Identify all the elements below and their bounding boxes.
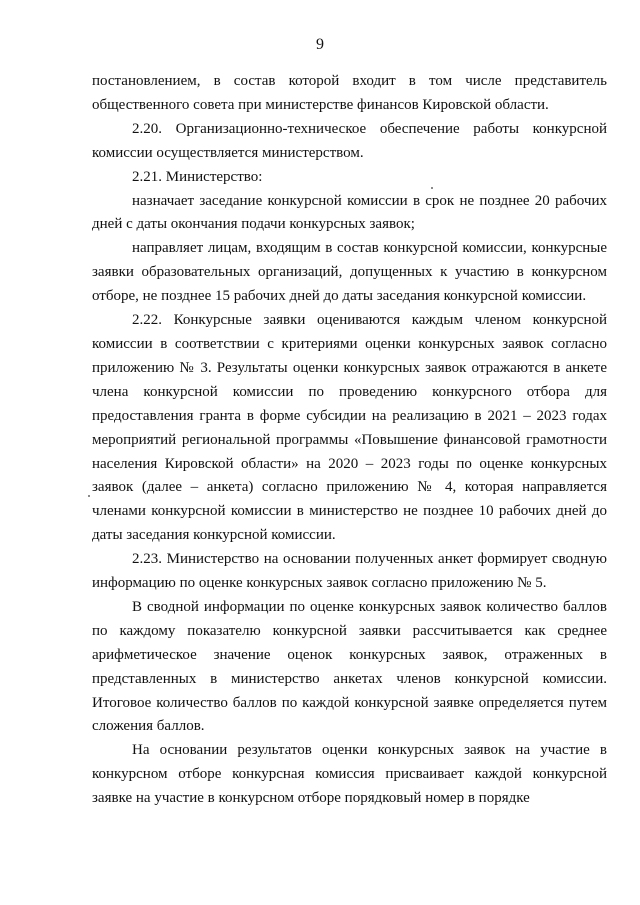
document-body <box>92 70 607 811</box>
paragraph-summary-info: В сводной информации по оценке конкурсных заявок количество баллов по каждому показателю конкурсной заявки рассчитывается как среднее арифметическое значение оценок конкурсных заявок, отраженных в представленных в министерство анкетах членов конкурсной комиссии. Итоговое количество баллов по каждой конкурсной заявке определяется путем сложения баллов. <box>92 598 607 735</box>
paragraph-2-21-item-1: назначает заседание конкурсной комиссии в срок не позднее 20 рабочих дней с даты окончания подачи конкурсных заявок; <box>92 192 607 233</box>
paragraph-2-20: 2.20. Организационно-техническое обеспечение работы конкурсной комиссии осуществляется министерством. <box>92 120 607 161</box>
paragraph-2-21-item-2: направляет лицам, входящим в состав конкурсной комиссии, конкурсные заявки образовательных организаций, допущенных к участию в конкурсном отборе, не позднее 15 рабочих дней до даты заседания конкурсной комиссии. <box>92 240 607 305</box>
paragraph-continuation: постановлением, в состав которой входит в том числе представитель общественного совета при министерстве финансов Кировской области. <box>92 73 607 113</box>
page-number: 9 <box>316 36 324 53</box>
paragraph-2-22: 2.22. Конкурсные заявки оцениваются каждым членом конкурсной комиссии в соответствии с критериями оценки конкурсных заявок согласно приложению № 3. Результаты оценки конкурсных заявок отражаются в анкете члена конкурсной комиссии по проведению конкурсного отбора для предоставления гранта в форме субсидии на реализацию в 2021 – 2023 годах мероприятий региональной программы «Повышение финансовой грамотности населения Кировской области» на 2020 – 2023 годы по оценке конкурсных заявок (далее – анкета) согласно приложению № 4, которая направляется членами конкурсной комиссии в министерство не позднее 10 рабочих дней до даты заседания конкурсной комиссии. <box>92 312 607 544</box>
scan-speck <box>431 187 433 189</box>
paragraph-2-21: 2.21. Министерство: <box>132 168 263 185</box>
paragraph-ranking: На основании результатов оценки конкурсных заявок на участие в конкурсном отборе конкурсная комиссия присваивает каждой конкурсной заявке на участие в конкурсном отборе порядковый номер в порядке <box>92 742 607 807</box>
scan-speck <box>88 495 90 497</box>
paragraph-2-23: 2.23. Министерство на основании полученных анкет формирует сводную информацию по оценке конкурсных заявок согласно приложению № 5. <box>92 551 607 592</box>
